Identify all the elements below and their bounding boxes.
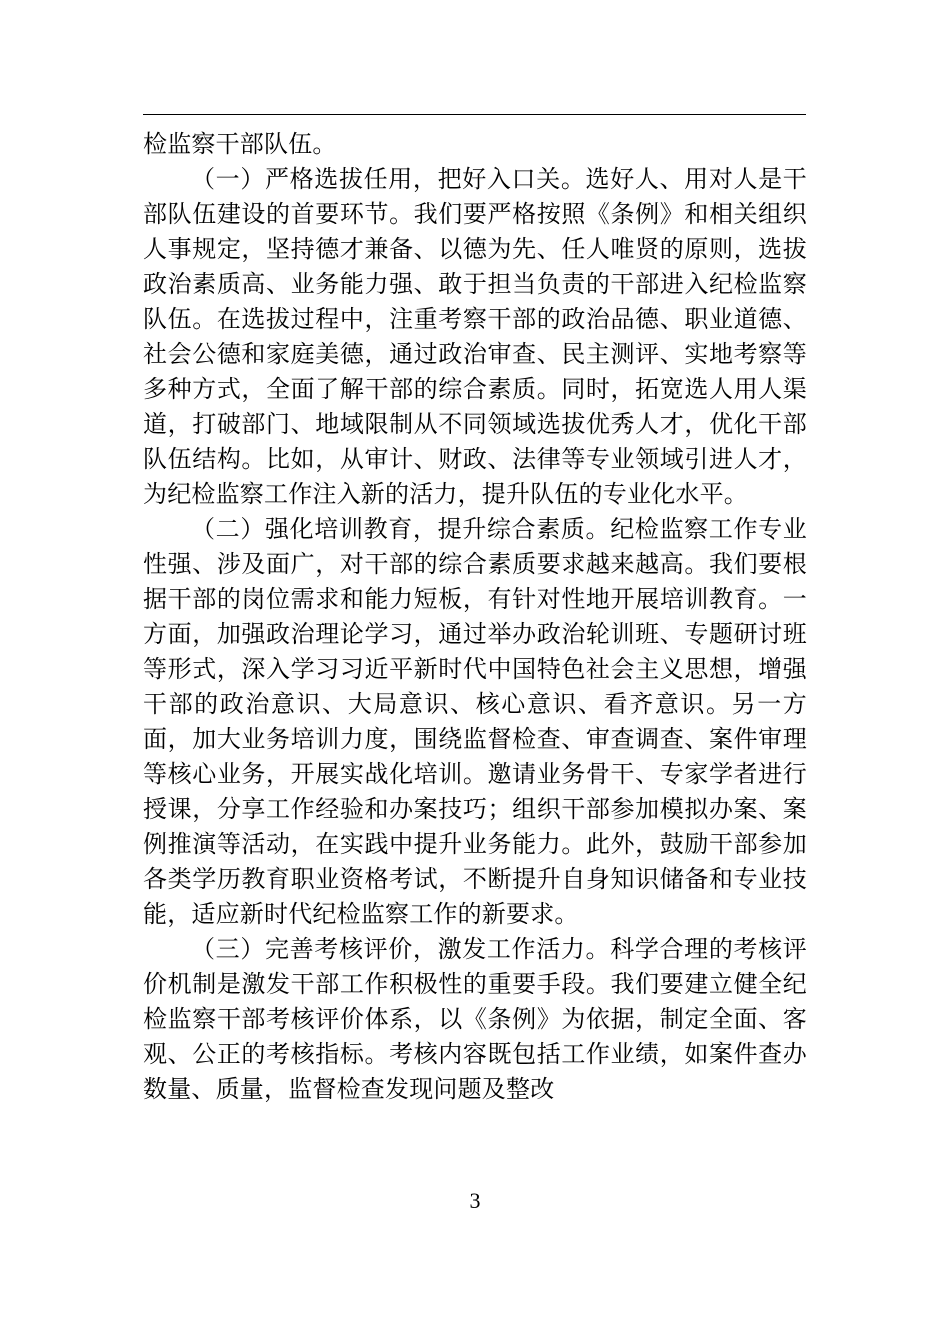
paragraph-training: （二）强化培训教育，提升综合素质。纪检监察工作专业性强、涉及面广，对干部的综合素质要求越来越高。我们要根据干部的岗位需求和能力短板，有针对性地开展培训教育。一方面，加强政治理论学习，通过举办政治轮训班、专题研讨班等形式，深入学习习近平新时代中国特色社会主义思想，增强干部的政治意识、大局意识、核心意识、看齐意识。另一方面，加大业务培训力度，围绕监督检查、审查调查、案件审理等核心业务，开展实战化培训。邀请业务骨干、专家学者进行授课，分享工作经验和办案技巧；组织干部参加模拟办案、案例推演等活动，在实践中提升业务能力。此外，鼓励干部参加各类学历教育职业资格考试，不断提升自身知识储备和专业技能，适应新时代纪检监察工作的新要求。 — [143, 515, 807, 928]
body-text — [143, 127, 807, 1107]
paragraph-selection: （一）严格选拔任用，把好入口关。选好人、用对人是干部队伍建设的首要环节。我们要严格按照《条例》和相关组织人事规定，坚持德才兼备、以德为先、任人唯贤的原则，选拔政治素质高、业务能力强、敢于担当负责的干部进入纪检监察队伍。在选拔过程中，注重考察干部的政治品德、职业道德、社会公德和家庭美德，通过政治审查、民主测评、实地考察等多种方式，全面了解干部的综合素质。同时，拓宽选人用人渠道，打破部门、地域限制从不同领域选拔优秀人才，优化干部队伍结构。比如，从审计、财政、法律等专业领域引进人才，为纪检监察工作注入新的活力，提升队伍的专业化水平。 — [143, 165, 807, 508]
paragraph-continuation: 检监察干部队伍。 — [143, 130, 337, 158]
header-rule — [143, 114, 806, 115]
paragraph-evaluation: （三）完善考核评价，激发工作活力。科学合理的考核评价机制是激发干部工作积极性的重要手段。我们要建立健全纪检监察干部考核评价体系，以《条例》为依据，制定全面、客观、公正的考核指标。考核内容既包括工作业绩，如案件查办数量、质量，监督检查发现问题及整改 — [143, 935, 807, 1103]
page-number: 3 — [469, 1188, 481, 1213]
